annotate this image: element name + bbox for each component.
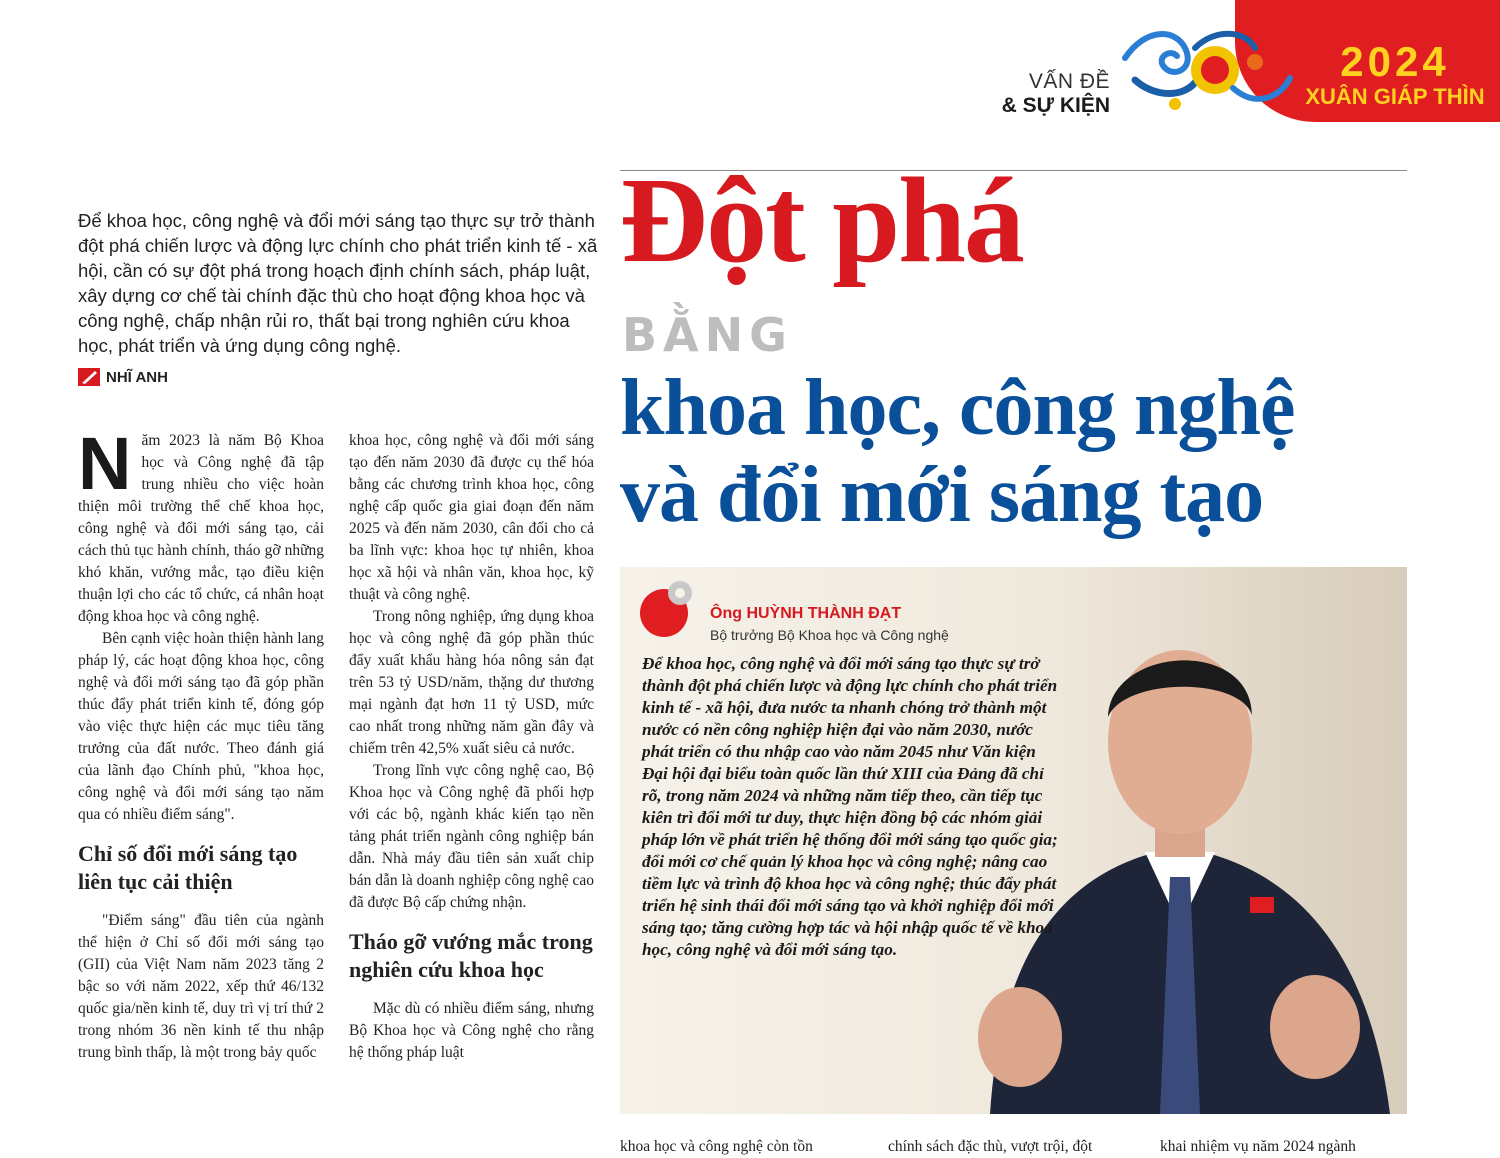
paragraph: Bên cạnh việc hoàn thiện hành lang pháp lý, các hoạt động khoa học, công nghệ và đổi mới sáng tạo đã góp phần thúc đẩy phát triển kinh tế, đóng góp vào việc thực hiện các mục tiêu tăng trưởng của đất nước. Theo đánh giá của lãnh đạo Chính phủ, "khoa học, công nghệ và đổi mới sáng tạo năm qua có nhiều điểm sáng".	[78, 630, 324, 823]
pen-icon	[78, 368, 100, 386]
dragon-icon	[1115, 18, 1295, 118]
body-column-1	[78, 422, 324, 1064]
banner-subtitle: XUÂN GIÁP THÌN	[1305, 84, 1485, 109]
continuation-text-3: khai nhiệm vụ năm 2024 ngành	[1160, 1138, 1356, 1155]
headline-line3: khoa học, công nghệ	[620, 364, 1295, 452]
quote-box	[620, 567, 1407, 1114]
author-name: NHĨ ANH	[106, 368, 168, 386]
continuation-text-1: khoa học và công nghệ còn tồn	[620, 1138, 813, 1155]
continuation-text-2: chính sách đặc thù, vượt trội, đột	[888, 1138, 1093, 1155]
paragraph: khoa học, công nghệ và đổi mới sáng tạo đến năm 2030 đã được cụ thể hóa bằng các chương trình khoa học, công nghệ cấp quốc gia giai đoạn đến năm 2025 và đến năm 2030, cân đối cho cả ba lĩnh vực: khoa học tự nhiên, khoa học xã hội và nhân văn, khoa học, kỹ thuật và công nghệ.	[349, 432, 594, 603]
paragraph: "Điểm sáng" đầu tiên của ngành thể hiện ở Chỉ số đổi mới sáng tạo (GII) của Việt Nam năm 2023 tăng 2 bậc so với năm 2022, xếp thứ 46/132 quốc gia/nền kinh tế, duy trì vị trí thứ 2 trong nhóm 36 nền kinh tế thu nhập trung bình thấp, là một trong bảy quốc	[78, 912, 324, 1061]
section-label-line1: VẤN ĐỀ	[1028, 70, 1110, 93]
lead-paragraph: Để khoa học, công nghệ và đổi mới sáng tạo thực sự trở thành đột phá chiến lược và động lực chính cho phát triển kinh tế - xã hội, cần có sự đột phá trong hoạch định chính sách, pháp luật, xây dựng cơ chế tài chính đặc thù cho hoạt động khoa học và công nghệ, chấp nhận rủi ro, thất bại trong nghiên cứu khoa học, phát triển và ứng dụng công nghệ.	[78, 210, 598, 356]
section-label	[1002, 70, 1110, 118]
quote-text: Để khoa học, công nghệ và đổi mới sáng tạo thực sự trở thành đột phá chiến lược và động lực chính cho phát triển kinh tế - xã hội, đưa nước ta nhanh chóng trở thành một nước có nền công nghiệp hiện đại vào năm 2030, nước phát triển có thu nhập cao vào năm 2045 như Văn kiện Đại hội đại biểu toàn quốc lần thứ XIII của Đảng đã chỉ rõ, trong năm 2024 và những năm tiếp theo, cần tiếp tục kiên trì đổi mới tư duy, thực hiện đồng bộ các nhóm giải pháp lớn về phát triển hệ thống đổi mới sáng tạo quốc gia; đổi mới cơ chế quản lý khoa học và công nghệ; nâng cao tiềm lực và trình độ khoa học và công nghệ; thúc đẩy phát triển hệ sinh thái đổi mới sáng tạo và khởi nghiệp đổi mới sáng tạo; tăng cường hợp tác và hội nhập quốc tế về khoa học, công nghệ và đổi mới sáng tạo.	[642, 654, 1058, 959]
paragraph: Năm 2023 là năm Bộ Khoa học và Công nghệ đã tập trung nhiều cho việc hoàn thiện môi trường thể chế khoa học, công nghệ và đổi mới sáng tạo, cải cách thủ tục hành chính, tháo gỡ những khó khăn, vướng mắc, tạo điều kiện thuận lợi cho các tổ chức, cá nhân hoạt động khoa học và công nghệ.	[78, 422, 324, 625]
drop-cap: N	[78, 422, 132, 505]
paragraph: Trong nông nghiệp, ứng dụng khoa học và công nghệ đã góp phần thúc đẩy xuất khẩu hàng hóa nông sản đạt trên 53 tỷ USD/năm, thặng dư thương mại ngành đạt hơn 11 tỷ USD, mức cao nhất trong những năm gần đây và chiếm trên 42,5% xuất siêu cả nước.	[349, 608, 594, 757]
quote-speaker-name: Ông HUỲNH THÀNH ĐẠT	[710, 605, 902, 622]
headline-line2: BẰNG	[622, 308, 793, 362]
paragraph: Mặc dù có nhiều điểm sáng, nhưng Bộ Khoa học và Công nghệ cho rằng hệ thống pháp luật	[349, 1000, 594, 1061]
quote-speaker-role: Bộ trưởng Bộ Khoa học và Công nghệ	[710, 627, 949, 643]
quote-mark-icon	[638, 579, 694, 639]
subheading: Chỉ số đổi mới sáng tạo liên tục cải thiện	[78, 841, 298, 894]
subheading: Tháo gỡ vướng mắc trong nghiên cứu khoa học	[349, 929, 593, 982]
author-byline	[78, 368, 168, 386]
section-label-line2: & SỰ KIỆN	[1001, 94, 1110, 117]
headline-line4: và đổi mới sáng tạo	[620, 451, 1264, 539]
headline-line1: Đột phá	[620, 153, 1023, 288]
banner-year: 2024	[1340, 38, 1450, 85]
paragraph: Trong lĩnh vực công nghệ cao, Bộ Khoa học và Công nghệ đã phối hợp với các bộ, ngành khác kiến tạo nền tảng phát triển ngành công nghiệp bán dẫn. Nhà máy đầu tiên sản xuất chip bán dẫn là doanh nghiệp công nghệ cao đã được Bộ cấp chứng nhận.	[349, 762, 594, 911]
body-column-2	[349, 430, 594, 1064]
